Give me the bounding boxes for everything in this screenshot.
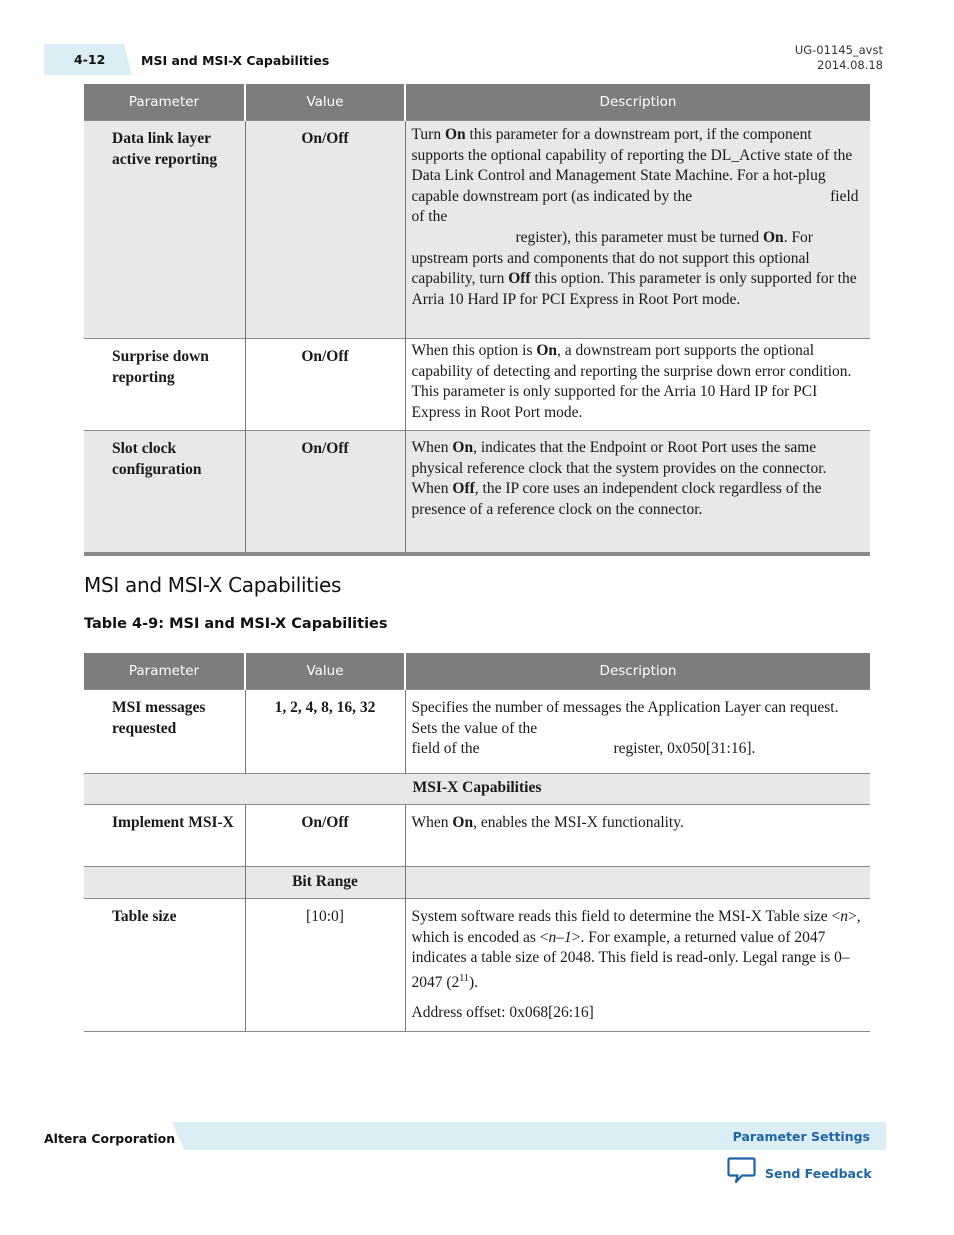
table-row — [84, 804, 870, 866]
param-name: Slot clock configuration — [84, 431, 245, 554]
param-name: Surprise down reporting — [84, 339, 245, 431]
doc-id: UG-01145_avst — [794, 43, 883, 57]
param-name: Data link layer active reporting — [84, 121, 245, 339]
doc-date: 2014.08.18 — [817, 58, 883, 72]
table-row — [84, 899, 870, 1032]
send-feedback-button[interactable] — [727, 1158, 872, 1188]
param-name: Implement MSI-X — [84, 804, 245, 866]
column-header-parameter: Parameter — [84, 84, 245, 121]
page-number: 4-12 — [74, 52, 106, 67]
address-offset: Address offset: 0x068[26:16] — [411, 1003, 594, 1021]
param-value: On/Off — [245, 804, 405, 866]
column-header-value: Value — [245, 653, 405, 690]
column-header-description: Description — [405, 653, 870, 690]
param-name: Table size — [84, 899, 245, 1032]
doc-id-block — [795, 43, 883, 73]
table-header-row — [84, 653, 870, 690]
bit-range-label: Bit Range — [245, 866, 405, 899]
table-subheader-row — [84, 866, 870, 899]
param-value: On/Off — [245, 431, 405, 554]
param-description: Turn On this parameter for a downstream port, if the component supports the optional capability of reporting the DL_Active state of the Data Link Control and Management State Machine. For a hot-plug capable downstream port (as indicated by the field of the register), this parameter must be turned On. For upstream ports and components that do not support this optional capability, turn Off this option. This parameter is only supported for the Arria 10 Hard IP for PCI Express in Root Port mode. — [405, 121, 870, 339]
msi-capabilities-table — [84, 653, 870, 1032]
param-value: [10:0] — [245, 899, 405, 1032]
parameter-table-continued — [84, 84, 870, 556]
column-header-parameter: Parameter — [84, 653, 245, 690]
param-description: When this option is On, a downstream port supports the optional capability of detecting and reporting the surprise down error condition. This parameter is only supported for the Arria 10 Hard IP for PCI Express in Root Port mode. — [405, 339, 870, 431]
description-paragraph: System software reads this field to determine the MSI-X Table size <n>, which is encoded as <n–1>. For example, a returned value of 2047 indicates a table size of 2048. This field is read-only. Legal range is 0–2047 $(2^{11})$. — [411, 908, 861, 992]
column-header-value: Value — [245, 84, 405, 121]
running-section-title: MSI and MSI-X Capabilities — [141, 53, 330, 68]
msix-section-label: MSI-X Capabilities — [84, 774, 870, 805]
send-feedback-label: Send Feedback — [765, 1165, 872, 1181]
param-value: 1, 2, 4, 8, 16, 32 — [245, 690, 405, 774]
table-header-row — [84, 84, 870, 121]
table-row — [84, 690, 870, 774]
table-row — [84, 121, 870, 339]
param-description — [405, 899, 870, 1032]
column-header-description: Description — [405, 84, 870, 121]
param-description: When On, enables the MSI-X functionality. — [405, 804, 870, 866]
table-row — [84, 431, 870, 554]
section-heading: MSI and MSI-X Capabilities — [84, 573, 342, 597]
table-row — [84, 339, 870, 431]
param-description: When On, indicates that the Endpoint or Root Port uses the same physical reference clock that the system provides on the connector. When Off, the IP core uses an independent clock regardless of the presence of a reference clock on the connector. — [405, 431, 870, 554]
param-value: On/Off — [245, 121, 405, 339]
company-name: Altera Corporation — [44, 1131, 176, 1146]
table-caption: Table 4-9: MSI and MSI-X Capabilities — [84, 616, 388, 632]
param-description: Specifies the number of messages the Application Layer can request. Sets the value of the field of the register, 0x050[31:16]. — [405, 690, 870, 774]
table-section-row — [84, 774, 870, 805]
parameter-settings-link[interactable]: Parameter Settings — [732, 1129, 870, 1144]
speech-bubble-icon — [727, 1157, 756, 1189]
param-value: On/Off — [245, 339, 405, 431]
param-name: MSI messages requested — [84, 690, 245, 774]
